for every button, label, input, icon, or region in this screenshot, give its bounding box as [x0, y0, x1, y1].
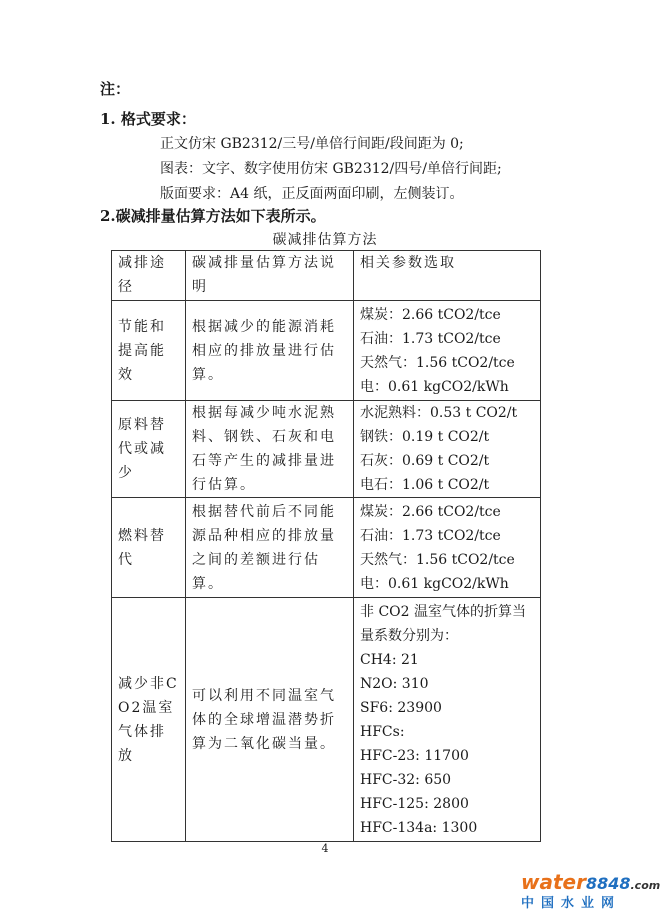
notes-heading: 注：: [100, 80, 131, 98]
method-cell: 根据替代前后不同能源品种相应的排放量之间的差额进行估算。: [186, 498, 354, 598]
table-row: [112, 401, 541, 498]
watermark-logo: [521, 870, 660, 914]
param-line: 电：0.61 kgCO2/kWh: [360, 378, 509, 395]
param-line: HFC-32: 650: [360, 771, 452, 788]
param-line: SF6: 23900: [360, 699, 442, 716]
table-caption: 碳减排估算方法: [272, 232, 378, 248]
param-line: 天然气：1.56 tCO2/tce: [360, 551, 515, 568]
param-line: 钢铁：0.19 t CO2/t: [360, 429, 490, 445]
method-cell: 根据减少的能源消耗相应的排放量进行估算。: [186, 301, 354, 401]
route-cell: 原料替代或减少: [112, 401, 186, 498]
param-line: N2O: 310: [360, 675, 429, 692]
requirement-body-text: 正文仿宋 GB2312/三号/单倍行间距/段间距为 0;: [160, 136, 464, 152]
header-method: 碳减排量估算方法说明: [186, 251, 354, 301]
requirement-layout: 版面要求：A4 纸，正反面两面印刷，左侧装订。: [160, 186, 464, 202]
params-cell: [354, 598, 541, 842]
method-cell: 可以利用不同温室气体的全球增温潜势折算为二氧化碳当量。: [186, 598, 354, 842]
route-cell: 节能和提高能效: [112, 301, 186, 401]
table-row: [112, 498, 541, 598]
table-header-row: [112, 251, 541, 301]
params-cell: [354, 401, 541, 498]
param-line: 煤炭：2.66 tCO2/tce: [360, 306, 501, 323]
param-line: 石油：1.73 tCO2/tce: [360, 527, 501, 544]
method-cell: 根据每减少吨水泥熟料、钢铁、石灰和电石等产生的减排量进行估算。: [186, 401, 354, 498]
estimation-method-title: 2.碳减排量估算方法如下表所示。: [100, 207, 326, 225]
header-route: 减排途径: [112, 251, 186, 301]
table-row: [112, 301, 541, 401]
param-line: 天然气：1.56 tCO2/tce: [360, 354, 515, 371]
logo-brand: water: [521, 870, 586, 894]
logo-suffix: .com: [630, 879, 660, 892]
header-params: 相关参数选取: [354, 251, 541, 301]
page-number: 4: [321, 842, 329, 855]
param-line: 电：0.61 kgCO2/kWh: [360, 575, 509, 592]
param-line: 电石：1.06 t CO2/t: [360, 477, 490, 493]
params-cell: [354, 301, 541, 401]
table-row: [112, 598, 541, 842]
param-line: 石灰：0.69 t CO2/t: [360, 453, 490, 469]
param-line: HFC-134a: 1300: [360, 819, 478, 836]
param-line: 煤炭：2.66 tCO2/tce: [360, 503, 501, 520]
logo-tagline: 中国水业网: [521, 896, 622, 911]
params-cell: [354, 498, 541, 598]
param-line: HFC-23: 11700: [360, 747, 469, 764]
param-line: HFCs:: [360, 723, 405, 740]
param-line: 非 CO2 温室气体的折算当量系数分别为：: [360, 603, 526, 644]
route-cell: 减少非CO2温室气体排放: [112, 598, 186, 842]
param-line: CH4: 21: [360, 651, 419, 668]
param-line: HFC-125: 2800: [360, 795, 469, 812]
format-requirements-title: 1. 格式要求：: [100, 110, 196, 128]
param-line: 石油：1.73 tCO2/tce: [360, 330, 501, 347]
route-cell: 燃料替代: [112, 498, 186, 598]
carbon-reduction-table: [111, 250, 541, 842]
param-line: 水泥熟料：0.53 t CO2/t: [360, 405, 518, 421]
requirement-tables: 图表：文字、数字使用仿宋 GB2312/四号/单倍行间距;: [160, 161, 502, 177]
logo-number: 8848: [585, 874, 631, 893]
